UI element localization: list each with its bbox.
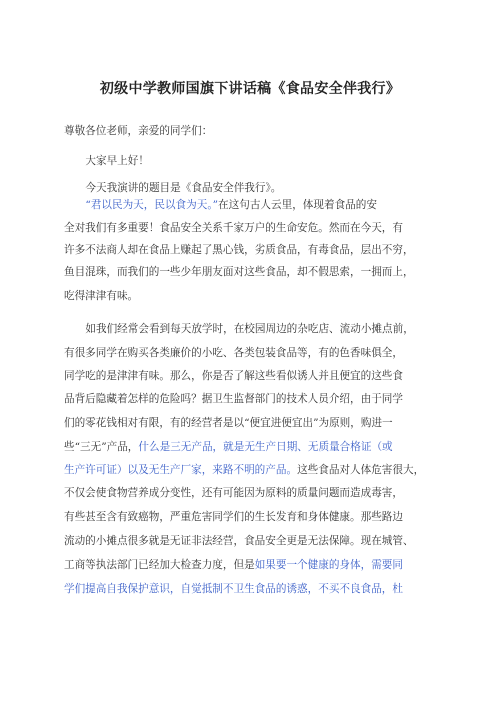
text-line [64, 392, 403, 406]
highlighted-text: 生产许可证）以及无生产厂家，来路不明的产品。 [64, 464, 298, 476]
text-line [85, 198, 377, 212]
highlighted-text: “君以民为天，民以食为天。” [85, 199, 219, 211]
text-line [64, 289, 138, 303]
line-text: 些“三无”产品， [64, 441, 139, 453]
text-line [64, 416, 393, 430]
text-line [64, 346, 403, 360]
text-line [85, 322, 413, 336]
text-line [64, 463, 424, 477]
text-line [64, 221, 403, 235]
text-line [64, 510, 403, 524]
highlighted-text: 学们提高自我保护意识，自觉抵制不卫生食品的诱惑，不买不良食品，杜 [64, 583, 403, 595]
line-text: 有很多同学在购买各类廉价的小吃、各类包装食品等，有的色香味俱全， [64, 347, 403, 359]
text-line [64, 582, 403, 596]
line-text: 大家早上好！ [85, 155, 149, 167]
line-text: 今天我演讲的题目是《食品安全伴我行》。 [85, 182, 282, 194]
text-line [64, 243, 414, 257]
text-line [64, 486, 403, 500]
line-text: 流动的小摊点很多就是无证非法经营，食品安全更是无法保障。现在城管、 [64, 535, 414, 547]
text-line [85, 154, 149, 168]
line-text: 如我们经常会看到每天放学时，在校园周边的杂吃店、流动小摊点前， [85, 323, 414, 335]
document-title: 初级中学教师国旗下讲话稿《食品安全伴我行》 [99, 81, 401, 97]
line-text: 品背后隐藏着怎样的危险吗？据卫生监督部门的技术人员介绍，由于同学 [64, 393, 403, 405]
line-text: 鱼目混珠，而我们的一些少年朋友面对这些食品，却不假思索，一拥而上， [64, 266, 414, 278]
text-line [64, 265, 414, 279]
text-line [64, 124, 212, 138]
line-text: 们的零花钱相对有限，有的经营者是以“便宜进便宜出”为原则，购进一 [64, 417, 393, 429]
line-text: 不仅会使食物营养成分变性，还有可能因为原料的质量问题而造成毒害， [64, 487, 403, 499]
line-text: 这些食品对人体危害很大， [297, 464, 425, 476]
line-text: 在这句古人云里，体现着食品的安 [218, 199, 377, 211]
line-text: 尊敬各位老师，亲爱的同学们： [64, 125, 213, 137]
line-text: 工商等执法部门已经加大检查力度，但是 [64, 559, 255, 571]
text-line [64, 534, 414, 548]
highlighted-text: 什么是三无产品，就是无生产日期、无质量合格证（或 [138, 441, 393, 453]
text-line [64, 440, 393, 454]
text-line [64, 558, 403, 572]
text-line [64, 369, 403, 383]
line-text: 许多不法商人却在食品上赚起了黑心钱，劣质食品，有毒食品，层出不穷， [64, 244, 414, 256]
text-line [85, 181, 281, 195]
line-text: 全对我们有多重要！食品安全关系千家万户的生命安危。然而在今天，有 [64, 222, 403, 234]
line-text: 同学吃的是津津有味。那么，你是否了解这些看似诱人并且便宜的这些食 [64, 370, 403, 382]
line-text: 有些甚至含有致癌物，严重危害同学们的生长发育和身体健康。那些路边 [64, 511, 403, 523]
highlighted-text: 如果要一个健康的身体，需要同 [254, 559, 403, 571]
line-text: 吃得津津有味。 [64, 290, 139, 302]
